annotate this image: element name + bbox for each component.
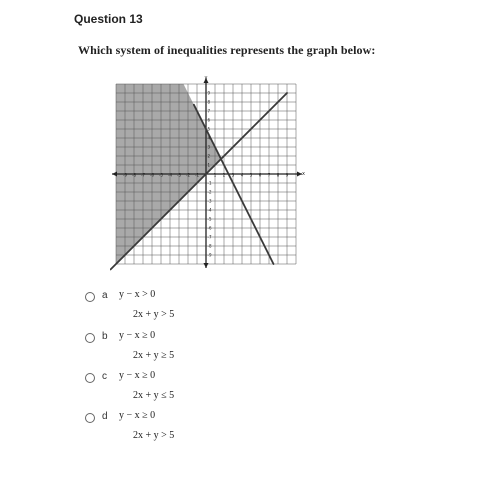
inequality-graph — [110, 72, 312, 272]
radio-a[interactable] — [85, 292, 95, 302]
x-tick-label: -9 — [123, 172, 127, 178]
x-tick-label: -3 — [177, 172, 181, 178]
y-tick-label: 4 — [207, 135, 211, 141]
inequality-2: 2x + y > 5 — [133, 430, 175, 441]
y-tick-label: 2 — [207, 153, 211, 159]
x-tick-label: 9 — [285, 172, 289, 178]
y-tick-label: 5 — [207, 126, 211, 132]
inequality-2: 2x + y ≤ 5 — [133, 390, 175, 401]
x-tick-label: -4 — [168, 172, 172, 178]
radio-d[interactable] — [85, 413, 95, 423]
question-prompt: Which system of inequalities represents the graph below: — [78, 43, 376, 57]
x-tick-label: 4 — [240, 172, 244, 178]
y-tick-label: 3 — [207, 144, 211, 150]
x-tick-label: 7 — [267, 172, 271, 178]
x-tick-label: -6 — [150, 172, 154, 178]
option-letter: a — [102, 290, 108, 301]
x-tick-label: 8 — [276, 172, 280, 178]
x-tick-label: 1 — [213, 172, 217, 178]
x-axis-label: x — [302, 171, 305, 177]
x-axis-arrow — [112, 172, 117, 177]
graph-svg — [110, 72, 312, 272]
question-title: Question 13 — [74, 12, 143, 26]
y-tick-label: -8 — [207, 243, 212, 249]
x-tick-label: 6 — [258, 172, 262, 178]
y-tick-label: -3 — [207, 198, 212, 204]
x-tick-label: -8 — [132, 172, 136, 178]
y-tick-label: -1 — [207, 180, 212, 186]
inequality-1: y − x ≥ 0 — [119, 410, 156, 421]
y-tick-label: 8 — [207, 99, 211, 105]
y-axis-arrow — [204, 263, 209, 268]
inequality-1: y − x ≥ 0 — [119, 370, 156, 381]
x-tick-label: -5 — [159, 172, 163, 178]
y-tick-label: -6 — [207, 225, 212, 231]
x-tick-label: 2 — [222, 172, 226, 178]
y-tick-label: -2 — [207, 189, 212, 195]
y-tick-label: -4 — [207, 207, 212, 213]
inequality-1: y − x ≥ 0 — [119, 330, 156, 341]
option-letter: d — [102, 411, 108, 422]
y-tick-label: 6 — [207, 117, 211, 123]
y-tick-label: -5 — [207, 216, 212, 222]
x-tick-label: 5 — [249, 172, 253, 178]
option-letter: b — [102, 331, 108, 342]
x-tick-label: -7 — [141, 172, 145, 178]
y-tick-label: -9 — [207, 252, 212, 258]
y-tick-label: 9 — [207, 90, 211, 96]
inequality-1: y − x > 0 — [119, 289, 156, 300]
y-tick-label: 7 — [207, 108, 211, 114]
x-tick-label: -1 — [195, 172, 199, 178]
x-tick-label: 3 — [231, 172, 235, 178]
inequality-2: 2x + y ≥ 5 — [133, 350, 175, 361]
inequality-2: 2x + y > 5 — [133, 309, 175, 320]
radio-b[interactable] — [85, 333, 95, 343]
y-tick-label: -7 — [207, 234, 212, 240]
x-tick-label: -2 — [186, 172, 190, 178]
option-letter: c — [102, 371, 107, 382]
radio-c[interactable] — [85, 373, 95, 383]
y-axis-label: y — [204, 75, 208, 81]
y-tick-label: 1 — [207, 162, 211, 168]
